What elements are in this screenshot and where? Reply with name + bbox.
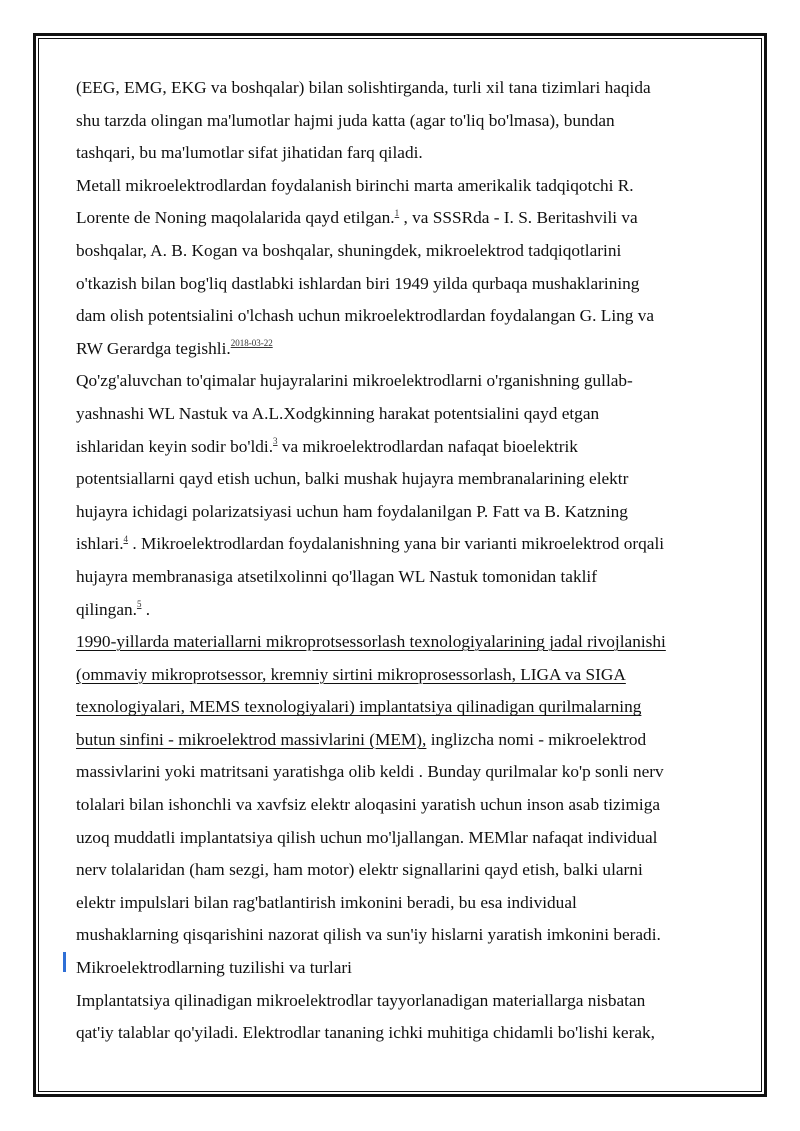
text-line: uzoq muddatli implantatsiya qilish uchun mo'ljallangan. MEMlar nafaqat individual [76,827,658,847]
section-heading: Mikroelektrodlarning tuzilishi va turlari [76,958,352,978]
footnote-ref[interactable]: 4 [123,533,129,544]
document-body[interactable] [76,72,726,1050]
text-run: RW Gerardga tegishli. [76,338,231,358]
text-run: va mikroelektrodlardan nafaqat bioelektrik [277,436,578,456]
text-run: , va SSSRda - I. S. Beritashvili va [399,208,638,228]
text-run: . Mikroelektrodlardan foydalanishning yana bir varianti mikroelektrod orqali [128,534,665,554]
text-line: potentsiallarni qayd etish uchun, balki mushak hujayra membranalarining elektr [76,469,629,489]
underlined-text-run: butun sinfini - mikroelektrod massivlarini (MEM), [76,729,427,749]
text-run: ishlaridan keyin sodir bo'ldi. [76,436,274,456]
text-line: boshqalar, A. B. Kogan va boshqalar, shuningdek, mikroelektrod tadqiqotlarini [76,240,622,260]
text-line: (EEG, EMG, EKG va boshqalar) bilan solishtirganda, turli xil tana tizimlari haqida [76,78,651,97]
text-cursor-marker [63,952,66,972]
text-line: nerv tolalaridan (ham sezgi, ham motor) elektr signallarini qayd etish, balki ularni [76,860,643,880]
text-line: dam olish potentsialini o'lchash uchun mikroelektrodlardan foydalangan G. Ling va [76,306,655,326]
text-line: shu tarzda olingan ma'lumotlar hajmi juda katta (agar to'liq bo'lmasa), bundan [76,110,615,130]
text-line: o'tkazish bilan bog'liq dastlabki ishlardan biri 1949 yilda qurbaqa mushaklarining [76,273,640,293]
underlined-text-line: 1990-yillarda materiallarni mikroprotsessorlash texnologiyalarining jadal rivojlanishi [76,632,666,652]
text-line [76,202,726,235]
text-line: Implantatsiya qilinadigan mikroelektrodlar tayyorlanadigan materiallarga nisbatan [76,990,646,1010]
text-line: tolalari bilan ishonchli va xavfsiz elektr aloqasini yaratish uchun inson asab tizimiga [76,795,661,815]
text-line: massivlarini yoki matritsani yaratishga olib keldi . Bunday qurilmalar ko'p sonli nerv [76,762,664,782]
text-line [76,333,726,366]
underlined-text-line: texnologiyalari, MEMS texnologiyalari) implantatsiya qilinadigan qurilmalarning [76,697,642,717]
footnote-ref[interactable]: 3 [273,435,278,446]
text-line [76,528,726,561]
text-run: inglizcha nomi - mikroelektrod [426,729,647,749]
text-line: mushaklarning qisqarishini nazorat qilish va sun'iy hislarni yaratish imkonini beradi. [76,925,661,945]
footnote-ref[interactable]: 5 [136,598,142,609]
footnote-ref[interactable]: 2018-03-22 [230,337,273,348]
text-line: hujayra ichidagi polarizatsiyasi uchun ham foydalanilgan P. Fatt va B. Katzning [76,501,628,521]
text-run: . [141,599,151,619]
text-line [76,594,726,627]
text-line: Metall mikroelektrodlardan foydalanish birinchi marta amerikalik tadqiqotchi R. [76,175,634,195]
text-line: qat'iy talablar qo'yiladi. Elektrodlar tananing ichki muhitiga chidamli bo'lishi kerak, [76,1023,655,1043]
text-line [76,724,726,757]
text-run: ishlari. [76,534,124,554]
text-line: hujayra membranasiga atsetilxolinni qo'llagan WL Nastuk tomonidan taklif [76,566,597,586]
text-line: tashqari, bu ma'lumotlar sifat jihatidan farq qiladi. [76,143,423,163]
text-line: elektr impulslari bilan rag'batlantirish imkonini beradi, bu esa individual [76,892,577,912]
underlined-text-line: (ommaviy mikroprotsessor, kremniy sirtini mikroprosessorlash, LIGA va SIGA [76,664,626,684]
text-run: Lorente de Noning maqolalarida qayd etilgan. [76,208,395,228]
text-line: Qo'zg'aluvchan to'qimalar hujayralarini mikroelektrodlarni o'rganishning gullab- [76,371,633,391]
text-line: yashnashi WL Nastuk va A.L.Xodgkinning harakat potentsialini qayd etgan [76,403,600,423]
footnote-ref[interactable]: 1 [394,207,400,218]
text-run: qilingan. [76,599,137,619]
text-line [76,431,726,464]
